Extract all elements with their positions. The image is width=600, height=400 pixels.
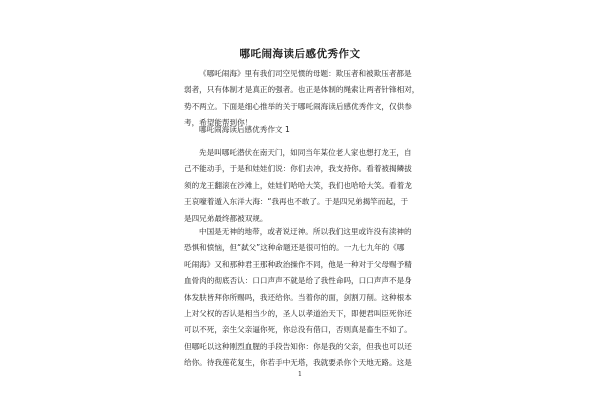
page-number: 1 <box>297 370 303 378</box>
intro-paragraph <box>184 66 420 132</box>
text-line: 吒闹海》又和那种君王那种政治操作不同，他是一种对于父母赐予精 <box>184 259 412 269</box>
text-line: 考，希望能帮到你！ <box>184 118 253 128</box>
text-line: 中国是无神的地带，或者说迂神。所以我们这里或许没有渎神的 <box>199 227 412 236</box>
text-line: 弱者，只有体制才是真正的强者。也正是体制的绳索让两者针锋相对， <box>184 85 420 95</box>
document-title: 哪吒闹海读后感优秀作文 <box>239 48 361 60</box>
text-line: 是四兄弟最终都被双规。 <box>184 213 268 223</box>
text-line: 给你。待我莲花复生，你若手中无塔，我就要杀你个天地无路。这是 <box>184 358 412 368</box>
text-line: 可以不死，亲生父亲逼你死，你总没有借口，否则真是畜生不如了。 <box>184 325 412 335</box>
paragraph-2 <box>184 224 420 372</box>
text-line: 势不两立。下面是细心推举的关于哪吒闹海读后感优秀作文，仅供参 <box>184 101 412 111</box>
text-line: 体发肤皆拜你所赐吗，我还给你。当着你的面，剑割刀削。这种根本 <box>184 292 412 302</box>
paragraph-1 <box>184 145 420 227</box>
text-line: 但哪吒以这种刚烈血腥的手段告知你：你是我的父亲，但我也可以还 <box>184 341 412 351</box>
text-line: 己不能动手，于是和娃娃们说：你们去冲，我支持你。看着被揭鳞拔 <box>184 164 412 174</box>
text-line: 须的龙王翻滚在沙滩上，娃娃们哈哈大笑，我们也哈哈大笑。看着龙 <box>184 180 412 190</box>
text-line: 恐惧和愤恼，但“弑父”这种命题还是很可怕的。一九七九年的《哪 <box>184 243 405 253</box>
text-line: 王哀嚎着遁入东洋大海：“我再也不敢了。于是四兄弟揭竿而起，于 <box>184 197 409 207</box>
text-line: 上对父权的否认是相当少的，圣人以孝道治天下，即便君叫臣死你还 <box>184 309 412 319</box>
section-heading: 哪吒闹海读后感优秀作文 1 <box>199 125 290 134</box>
text-line: 《哪吒闹海》里有我们司空见惯的母题：欺压者和被欺压者都是 <box>199 69 412 78</box>
text-line: 血骨肉的彻底否认：口口声声不就是给了我性命吗，口口声声不是身 <box>184 276 412 286</box>
text-line: 先是叫哪吒潜伏在南天门，如同当年某位老人家也想打龙王，自 <box>199 148 412 157</box>
